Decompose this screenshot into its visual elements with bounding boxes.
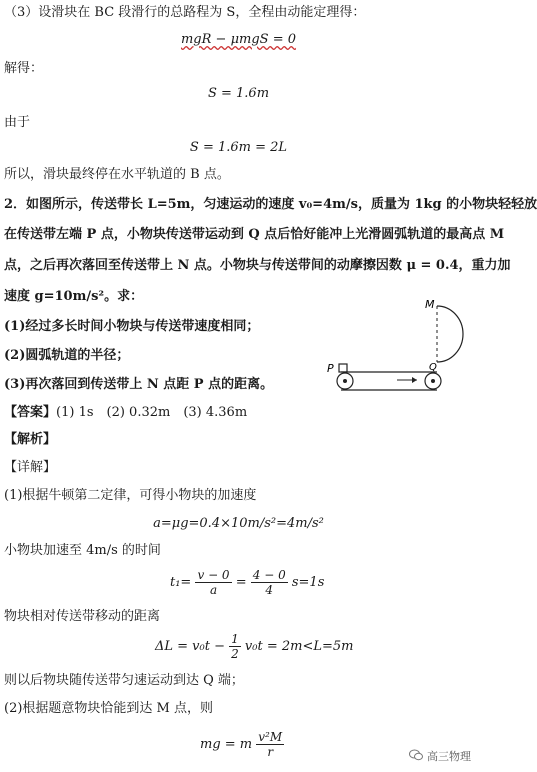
arc-track <box>437 306 463 362</box>
equation-s-2l: S = 1.6m = 2L <box>189 140 288 155</box>
problem2-line1: 2．如图所示，传送带长 L=5m，匀速运动的速度 v₀=4m/s，质量为 1kg 的小物块轻轻放 <box>4 197 537 212</box>
solution-step3: 物块相对传送带移动的距离 <box>4 609 161 624</box>
fraction-v2-over-r: $\frac{\text{v²M}}{r}$ <box>258 730 283 759</box>
answer-line <box>4 404 247 422</box>
label-m: M <box>425 298 435 311</box>
label-p: P <box>327 362 334 375</box>
solution-step2: 小物块加速至 4m/s 的时间 <box>4 543 161 558</box>
problem2-line4: 速度 g=10m/s²。求： <box>4 289 144 304</box>
conveyor-diagram <box>325 294 475 394</box>
question-2: (2)圆弧轨道的半径； <box>4 348 130 363</box>
wechat-icon <box>409 749 423 764</box>
solve-label: 解得： <box>4 61 44 76</box>
solution-step1: (1)根据牛顿第二定律，可得小物块的加速度 <box>4 488 257 503</box>
detail-label: 【详解】 <box>4 460 57 475</box>
equation-s: S = 1.6m <box>207 86 270 101</box>
equation-centripetal: mg = m $\frac{\text{v²M}}{r}$ <box>200 730 283 759</box>
solution-step5: (2)根据题意物块恰能到达 M 点，则 <box>4 701 213 716</box>
equation-time: t₁= $\frac{v - 0}{a}$ = $\frac{4 - 0}{4}$ s=1s <box>170 568 325 597</box>
watermark <box>409 748 471 764</box>
question-1: (1)经过多长时间小物块与传送带速度相同； <box>4 319 260 334</box>
equation-delta-l: ΔL = v₀t − $\frac{1}{2}$ v₀t = 2m<L=5m <box>155 632 354 661</box>
solution-step4: 则以后物块随传送带匀速运动到达 Q 端； <box>4 673 244 688</box>
fraction-half: $\frac{1}{2}$ <box>231 632 239 661</box>
fraction-4-over-4: $\frac{4 - 0}{4}$ <box>252 568 286 597</box>
fraction-v-over-a: $\frac{v - 0}{a}$ <box>197 568 230 597</box>
problem2-line2: 在传送带左端 P 点，小物块传送带运动到 Q 点后恰好能冲上光滑圆弧轨道的最高点 M <box>4 227 505 242</box>
part3-intro: （3）设滑块在 BC 段滑行的总路程为 S，全程由动能定理得： <box>4 5 366 20</box>
because-label: 由于 <box>4 115 31 130</box>
block-p <box>339 364 347 372</box>
answer-text: (1) 1s (2) 0.32m (3) 4.36m <box>56 405 248 420</box>
part3-conclusion: 所以，滑块最终停在水平轨道的 B 点。 <box>4 167 230 182</box>
analysis-label: 【解析】 <box>4 432 57 447</box>
answer-label: 【答案】 <box>4 405 57 420</box>
watermark-text: 高三物理 <box>427 750 471 763</box>
problem2-line3: 点，之后再次落回至传送带上 N 点。小物块与传送带间的动摩擦因数 μ = 0.4，重力加 <box>4 258 511 273</box>
equation-energy: mgR − μmgS = 0 <box>180 32 297 47</box>
equation-acceleration: a=μg=0.4×10m/s²=4m/s² <box>153 516 324 531</box>
question-3: (3)再次落回到传送带上 N 点距 P 点的距离。 <box>4 377 274 392</box>
label-q: Q <box>429 362 437 373</box>
